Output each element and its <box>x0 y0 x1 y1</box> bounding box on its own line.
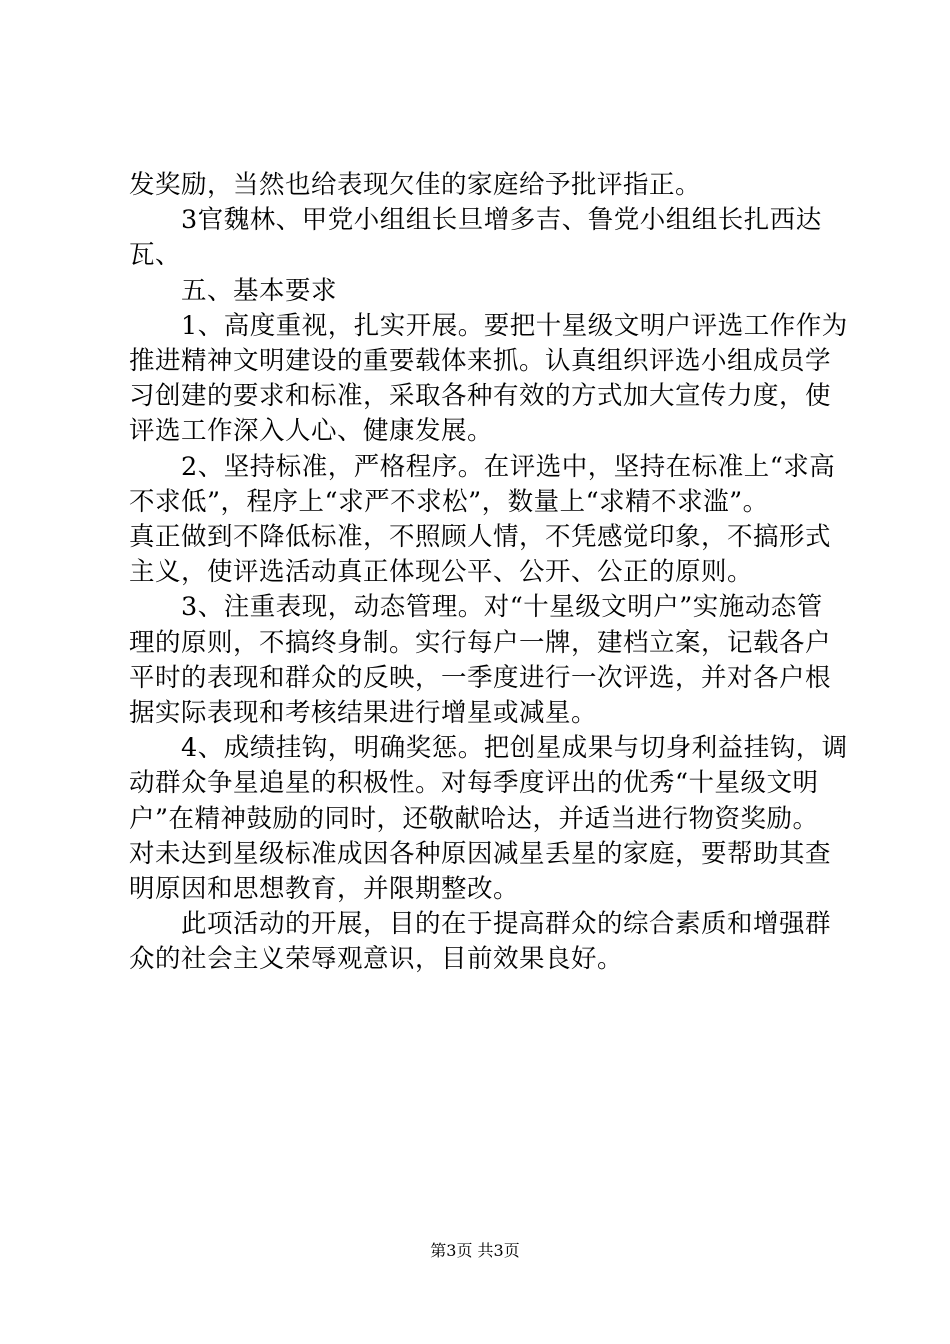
paragraph <box>129 450 836 591</box>
text-line: 据实际表现和考核结果进行增星或减星。 <box>129 698 598 729</box>
text-line: 习创建的要求和标准，采取各种有效的方式加大宣传力度，使 <box>129 381 832 412</box>
text-line: 不求低”，程序上“求严不求松”，数量上“求精不求滥”。 <box>129 486 769 517</box>
text-line: 评选工作深入人心、健康发展。 <box>129 416 494 447</box>
text-line: 主义，使评选活动真正体现公平、公开、公正的原则。 <box>129 557 754 588</box>
text-line: 众的社会主义荣辱观意识，目前效果良好。 <box>129 944 624 975</box>
paragraph <box>129 907 832 977</box>
paragraph <box>129 590 832 731</box>
text-line: 2、坚持标准，严格程序。在评选中，坚持在标准上“求高 <box>181 451 836 482</box>
text-line: 真正做到不降低标准，不照顾人情，不凭感觉印象，不搞形式 <box>129 522 832 553</box>
paragraph <box>129 168 829 203</box>
paragraph <box>129 274 829 309</box>
paragraph <box>129 309 848 450</box>
section-heading: 五、基本要求 <box>181 275 338 306</box>
page-number-footer: 第3页 共3页 <box>430 1241 520 1260</box>
paragraph <box>129 203 829 273</box>
text-line: 3、注重表现，动态管理。对“十星级文明户”实施动态管 <box>181 592 823 623</box>
text-line: 发奖励，当然也给表现欠佳的家庭给予批评指正。 <box>129 170 702 200</box>
document-body <box>129 168 848 978</box>
text-line: 对未达到星级标准成因各种原因减星丢星的家庭，要帮助其查 <box>129 838 832 869</box>
text-line: 1、高度重视，扎实开展。要把十星级文明户评选工作作为 <box>181 310 848 341</box>
text-line: 理的原则，不搞终身制。实行每户一牌，建档立案，记载各户 <box>129 627 832 658</box>
text-line: 3官魏林、甲党小组组长旦增多吉、鲁党小组组长扎西达 <box>181 205 822 236</box>
paragraph <box>129 731 848 907</box>
text-line: 平时的表现和群众的反映，一季度进行一次评选，并对各户根 <box>129 662 832 693</box>
text-line: 明原因和思想教育，并限期整改。 <box>129 874 520 905</box>
text-line: 此项活动的开展，目的在于提高群众的综合素质和增强群 <box>181 909 832 940</box>
text-line: 推进精神文明建设的重要载体来抓。认真组织评选小组成员学 <box>129 346 832 377</box>
text-line: 4、成绩挂钩，明确奖惩。把创星成果与切身利益挂钩，调 <box>181 733 848 764</box>
text-line: 户”在精神鼓励的同时，还敬献哈达，并适当进行物资奖励。 <box>129 803 819 834</box>
text-line: 瓦、 <box>129 240 182 271</box>
text-line: 动群众争星追星的积极性。对每季度评出的优秀“十星级文明 <box>129 768 819 799</box>
